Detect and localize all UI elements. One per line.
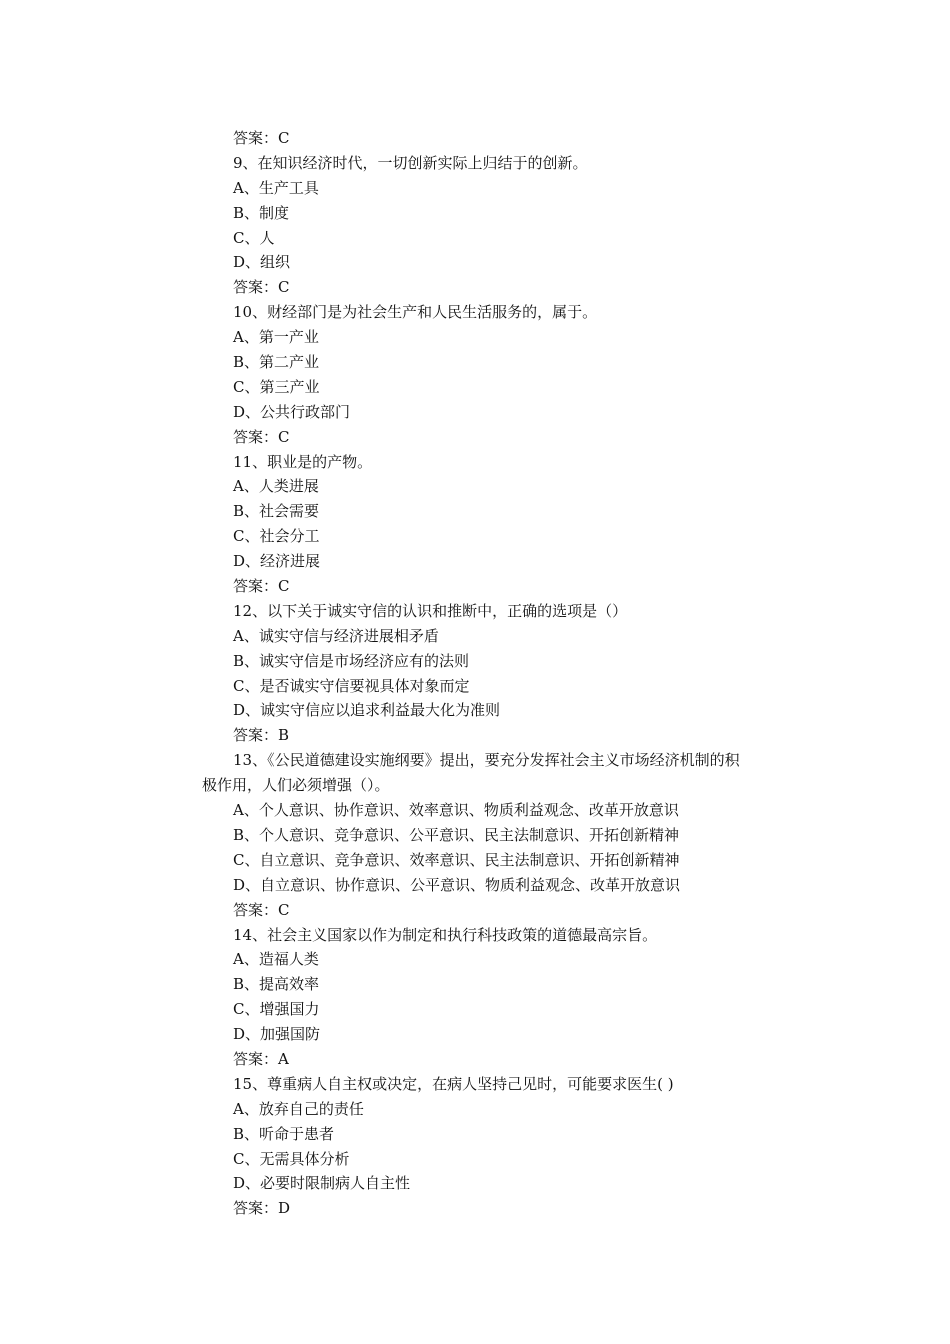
- answer-line: 答案：C: [233, 427, 290, 446]
- answer-line: 答案：C: [233, 900, 290, 919]
- option-line: D、必要时限制病人自主性: [233, 1174, 411, 1193]
- option-line: B、第二产业: [233, 353, 320, 372]
- answer-line: 答案：C: [233, 129, 290, 147]
- answer-line: 答案：A: [233, 1049, 289, 1068]
- option-line: D、公共行政部门: [233, 402, 351, 421]
- question-line: 9、在知识经济时代，一切创新实际上归结于的创新。: [233, 153, 588, 172]
- option-line: C、第三产业: [233, 377, 320, 396]
- option-line: A、第一产业: [233, 328, 319, 347]
- option-line: A、生产工具: [233, 178, 319, 197]
- answer-line: 答案：C: [233, 278, 290, 297]
- option-line: A、放弃自己的责任: [233, 1099, 364, 1118]
- question-line: 15、尊重病人自主权或决定，在病人坚持己见时，可能要求医生( ): [233, 1074, 674, 1093]
- option-line: A、造福人类: [233, 950, 319, 969]
- option-line: A、个人意识、协作意识、效率意识、物质利益观念、改革开放意识: [233, 801, 679, 820]
- option-line: D、诚实守信应以追求利益最大化为准则: [233, 701, 501, 720]
- question-line: 12、以下关于诚实守信的认识和推断中，正确的选项是（）: [233, 601, 628, 620]
- option-line: B、社会需要: [233, 502, 320, 521]
- option-line: D、经济进展: [233, 552, 321, 571]
- option-line: C、无需具体分析: [233, 1149, 350, 1168]
- answer-line: 答案：B: [233, 726, 290, 745]
- option-line: B、个人意识、竞争意识、公平意识、民主法制意识、开拓创新精神: [233, 825, 680, 844]
- question-list: [0, 126, 950, 1221]
- option-line: C、自立意识、竞争意识、效率意识、民主法制意识、开拓创新精神: [233, 850, 680, 869]
- question-line: 14、社会主义国家以作为制定和执行科技政策的道德最高宗旨。: [233, 925, 658, 944]
- option-line: C、人: [233, 228, 275, 247]
- option-line: C、社会分工: [233, 527, 320, 546]
- question-line: 13、《公民道德建设实施纲要》提出，要充分发挥社会主义市场经济机制的积: [233, 751, 740, 770]
- option-line: C、是否诚实守信要视具体对象而定: [233, 676, 470, 695]
- question-line: 11、职业是的产物。: [233, 452, 373, 471]
- option-line: D、组织: [233, 253, 291, 272]
- answer-line: 答案：D: [233, 1199, 291, 1218]
- question-line: 10、财经部门是为社会生产和人民生活服务的，属于。: [233, 303, 598, 322]
- option-line: A、人类进展: [233, 477, 319, 496]
- answer-line: 答案：C: [233, 577, 290, 596]
- option-line: A、诚实守信与经济进展相矛盾: [233, 626, 439, 645]
- option-line: B、制度: [233, 203, 290, 222]
- option-line: B、诚实守信是市场经济应有的法则: [233, 651, 470, 670]
- question-line-continued: 极作用，人们必须增强（）。: [202, 776, 390, 795]
- option-line: B、提高效率: [233, 975, 320, 994]
- option-line: C、增强国力: [233, 1000, 320, 1019]
- option-line: B、听命于患者: [233, 1124, 335, 1143]
- option-line: D、自立意识、协作意识、公平意识、物质利益观念、改革开放意识: [233, 875, 681, 894]
- option-line: D、加强国防: [233, 1025, 321, 1044]
